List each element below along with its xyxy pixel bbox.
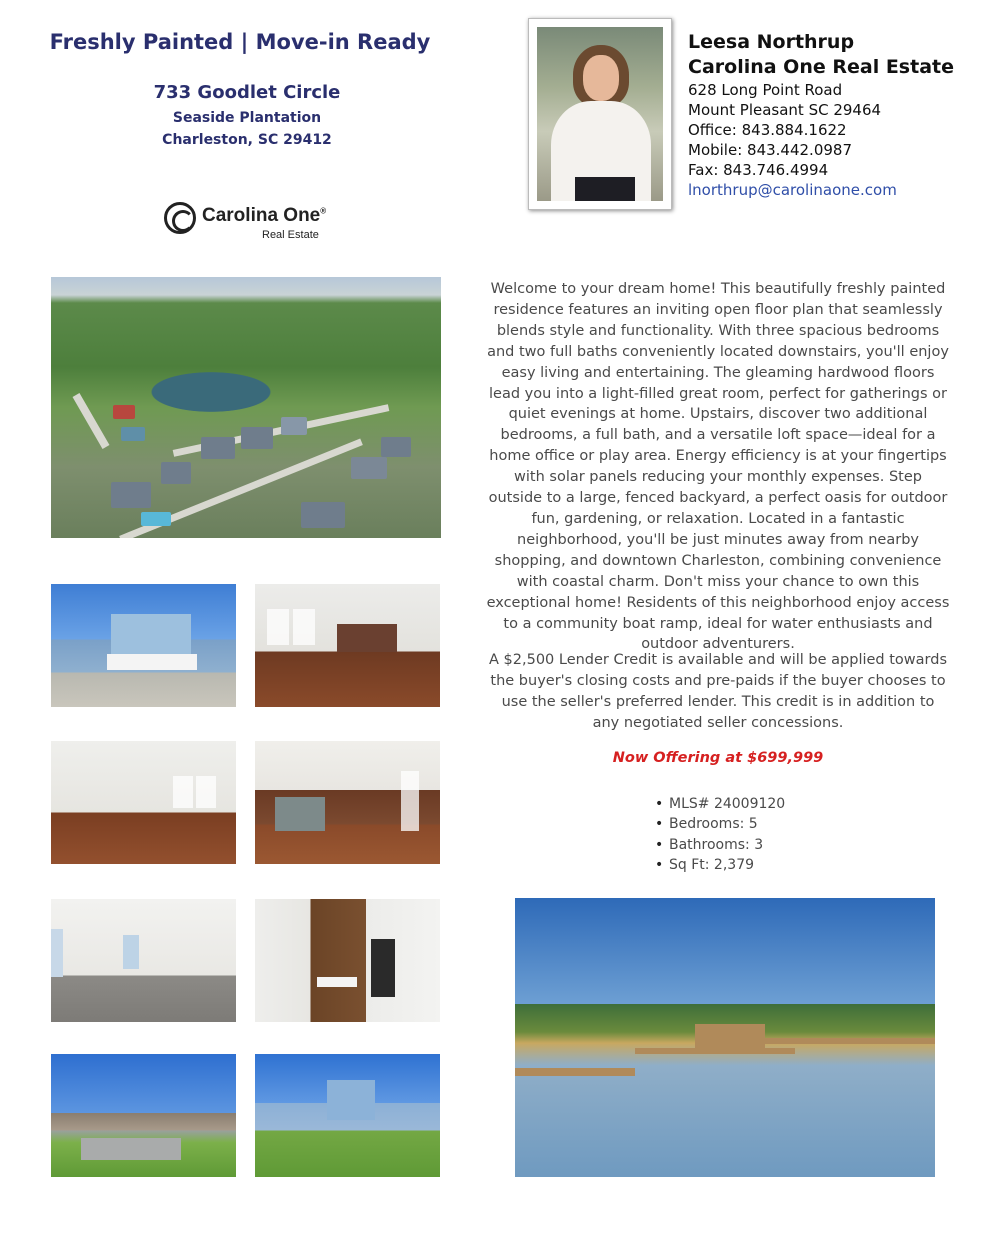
- fact-bathrooms: • Bathrooms: 3: [655, 835, 785, 855]
- backyard-house-photo: [255, 1054, 440, 1177]
- agent-company: Carolina One Real Estate: [688, 56, 954, 78]
- agent-city: Mount Pleasant SC 29464: [688, 101, 882, 119]
- agent-photo: [537, 27, 663, 201]
- offer-price: Now Offering at $699,999: [612, 750, 824, 766]
- kitchen-photo: [255, 741, 440, 864]
- fact-mls: • MLS# 24009120: [655, 794, 785, 814]
- property-facts: [655, 794, 785, 875]
- headline: Freshly Painted | Move-in Ready: [49, 30, 431, 54]
- agent-street: 628 Long Point Road: [688, 81, 843, 99]
- fact-bedrooms: • Bedrooms: 5: [655, 814, 785, 834]
- agent-contact: [688, 30, 988, 200]
- city-state-zip: Charleston, SC 29412: [162, 132, 332, 148]
- property-description: Welcome to your dream home! This beautifully freshly painted residence features an inviting open floor plan that seamlessly blends style and functionality. With three spacious bedrooms and two full baths conveniently located downstairs, you'll enjoy easy living and entertaining. The gleaming hardwood floors lead you into a light-filled great room, perfect for gatherings or quiet evenings at home. Upstairs, discover two additional bedrooms, a full bath, and a versatile loft space—ideal for a home office or play area. Energy efficiency is at your fingertips with solar panels reducing your monthly expenses. Step outside to a large, fenced backyard, a perfect oasis for outdoor fun, gardening, or relaxation. Located in a fantastic neighborhood, you'll be just minutes away from nearby shopping, and downtown Charleston, combining convenience with coastal charm. Don't miss your chance to own this exceptional home! Residents of this neighborhood enjoy access to a community boat ramp, ideal for water enthusiasts and outdoor adventurers.: [486, 281, 950, 653]
- exterior-front-photo: [51, 584, 236, 707]
- agent-fax: Fax: 843.746.4994: [688, 161, 829, 179]
- street-address: 733 Goodlet Circle: [153, 82, 341, 103]
- great-room-photo: [51, 741, 236, 864]
- carolina-one-logo: [164, 202, 334, 246]
- agent-office-phone: Office: 843.884.1622: [688, 121, 847, 139]
- aerial-photo: [51, 277, 441, 538]
- boat-dock-photo: [515, 898, 935, 1177]
- agent-photo-frame: [528, 18, 672, 210]
- fact-sqft: • Sq Ft: 2,379: [655, 855, 785, 875]
- neighborhood: Seaside Plantation: [172, 110, 322, 126]
- living-room-photo: [255, 584, 440, 707]
- lender-credit: A $2,500 Lender Credit is available and will be applied towards the buyer's closing costs and pre-paids if the buyer chooses to use the seller's preferred lender. This credit is in addition to any negotiated seller concessions.: [489, 652, 947, 731]
- backyard-patio-photo: [51, 1054, 236, 1177]
- logo-name: Carolina One®: [202, 205, 327, 226]
- agent-email-link[interactable]: lnorthrup@carolinaone.com: [688, 181, 897, 199]
- logo-subtitle: Real Estate: [262, 229, 319, 241]
- bathroom-photo: [255, 899, 440, 1022]
- bedroom-photo: [51, 899, 236, 1022]
- agent-mobile-phone: Mobile: 843.442.0987: [688, 141, 852, 159]
- agent-name: Leesa Northrup: [688, 31, 855, 53]
- logo-c-icon: [164, 202, 196, 234]
